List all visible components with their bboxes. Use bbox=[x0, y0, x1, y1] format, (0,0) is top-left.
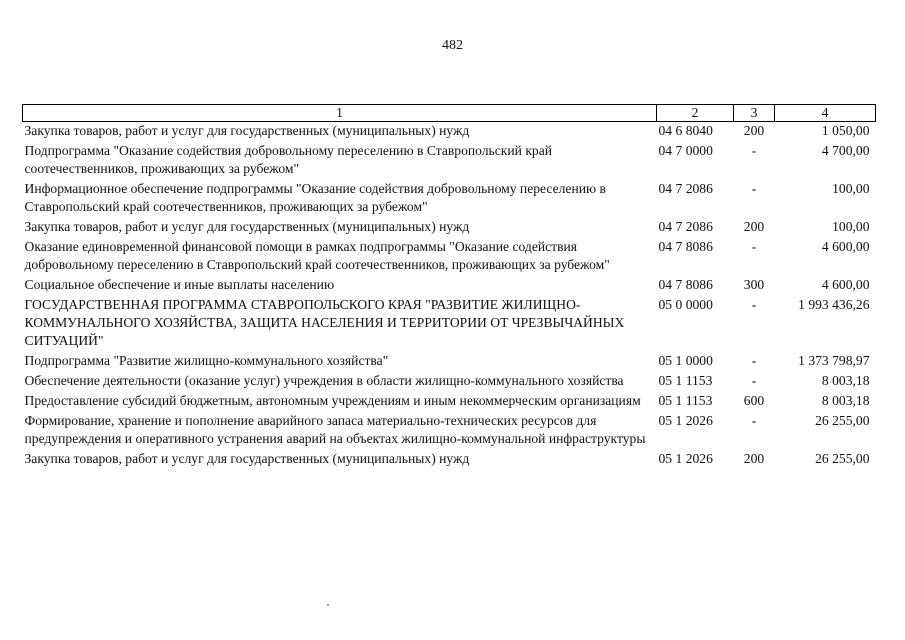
row-type: 300 bbox=[743, 277, 765, 292]
row-code: 05 1 1153 bbox=[658, 393, 713, 408]
row-code: 04 6 8040 bbox=[658, 123, 713, 138]
table-row bbox=[23, 392, 876, 412]
column-header-3: 3 bbox=[734, 105, 775, 122]
row-name: ГОСУДАРСТВЕННАЯ ПРОГРАММА СТАВРОПОЛЬСКОГО КРАЯ "РАЗВИТИЕ ЖИЛИЩНО-КОММУНАЛЬНОГО ХОЗЯЙСТВА, ЗАЩИТА НАСЕЛЕНИЯ И ТЕРРИТОРИИ ОТ ЧРЕЗВЫЧАЙНЫХ СИТУАЦИЙ" bbox=[24, 297, 625, 348]
row-name: Предоставление субсидий бюджетным, автономным учреждениям и иным некоммерческим организациям bbox=[24, 393, 641, 408]
row-sum: 4 600,00 bbox=[821, 277, 870, 292]
row-sum: 4 700,00 bbox=[821, 143, 870, 158]
row-code: 05 1 2026 bbox=[658, 413, 713, 428]
row-code: 04 7 2086 bbox=[658, 219, 713, 234]
table-row bbox=[23, 122, 876, 143]
row-name: Формирование, хранение и пополнение аварийного запаса материально-технических ресурсов для предупреждения и оперативного устранения аварий на объектах жилищно-коммунальной инфраструктуры bbox=[24, 413, 646, 446]
row-type: - bbox=[751, 353, 757, 368]
row-code: 04 7 0000 bbox=[658, 143, 713, 158]
table-row bbox=[23, 296, 876, 352]
table-row bbox=[23, 372, 876, 392]
column-header-4: 4 bbox=[775, 105, 876, 122]
row-name: Закупка товаров, работ и услуг для государственных (муниципальных) нужд bbox=[24, 219, 470, 234]
table-row bbox=[23, 142, 876, 180]
row-sum: 1 993 436,26 bbox=[798, 297, 870, 312]
table-row bbox=[23, 412, 876, 450]
row-name: Оказание единовременной финансовой помощи в рамках подпрограммы "Оказание содействия добровольному переселению в Ставропольский край соотечественников, проживающих за рубежом" bbox=[24, 239, 610, 272]
row-code: 04 7 8086 bbox=[658, 277, 713, 292]
table-header-row bbox=[23, 105, 876, 122]
table-row bbox=[23, 276, 876, 296]
row-sum: 1 373 798,97 bbox=[798, 353, 870, 368]
row-sum: 100,00 bbox=[832, 181, 870, 196]
row-sum: 8 003,18 bbox=[821, 373, 870, 388]
page-number: 482 bbox=[442, 38, 463, 53]
table-row bbox=[23, 218, 876, 238]
row-type: - bbox=[751, 373, 757, 388]
row-code: 04 7 2086 bbox=[658, 181, 713, 196]
row-type: - bbox=[751, 297, 757, 312]
row-type: - bbox=[751, 239, 757, 254]
row-name: Социальное обеспечение и иные выплаты населению bbox=[24, 277, 335, 292]
row-type: 200 bbox=[743, 219, 765, 234]
column-header-2: 2 bbox=[657, 105, 734, 122]
table-row bbox=[23, 352, 876, 372]
row-type: - bbox=[751, 181, 757, 196]
row-name: Подпрограмма "Оказание содействия добровольному переселению в Ставропольский край соотечественников, проживающих за рубежом" bbox=[24, 143, 553, 176]
table-row bbox=[23, 450, 876, 470]
row-name: Обеспечение деятельности (оказание услуг) учреждения в области жилищно-коммунального хозяйства bbox=[24, 373, 624, 388]
row-type: 200 bbox=[743, 451, 765, 466]
budget-table bbox=[22, 104, 876, 470]
row-code: 05 1 1153 bbox=[658, 373, 713, 388]
row-type: - bbox=[751, 143, 757, 158]
row-name: Закупка товаров, работ и услуг для государственных (муниципальных) нужд bbox=[24, 123, 470, 138]
row-code: 05 1 2026 bbox=[658, 451, 713, 466]
scan-speck bbox=[327, 604, 329, 606]
row-sum: 8 003,18 bbox=[821, 393, 870, 408]
row-sum: 1 050,00 bbox=[821, 123, 870, 138]
row-code: 05 1 0000 bbox=[658, 353, 713, 368]
row-name: Информационное обеспечение подпрограммы "Оказание содействия добровольному переселению в Ставропольский край соотечественников, проживающих за рубежом" bbox=[24, 181, 606, 214]
row-sum: 26 255,00 bbox=[815, 451, 870, 466]
row-name: Закупка товаров, работ и услуг для государственных (муниципальных) нужд bbox=[24, 451, 470, 466]
row-code: 04 7 8086 bbox=[658, 239, 713, 254]
row-code: 05 0 0000 bbox=[658, 297, 713, 312]
row-sum: 4 600,00 bbox=[821, 239, 870, 254]
row-sum: 26 255,00 bbox=[815, 413, 870, 428]
table-row bbox=[23, 180, 876, 218]
row-name: Подпрограмма "Развитие жилищно-коммунального хозяйства" bbox=[24, 353, 389, 368]
table-row bbox=[23, 238, 876, 276]
row-type: - bbox=[751, 413, 757, 428]
column-header-1: 1 bbox=[23, 105, 657, 122]
row-type: 600 bbox=[743, 393, 765, 408]
row-type: 200 bbox=[743, 123, 765, 138]
row-sum: 100,00 bbox=[832, 219, 870, 234]
